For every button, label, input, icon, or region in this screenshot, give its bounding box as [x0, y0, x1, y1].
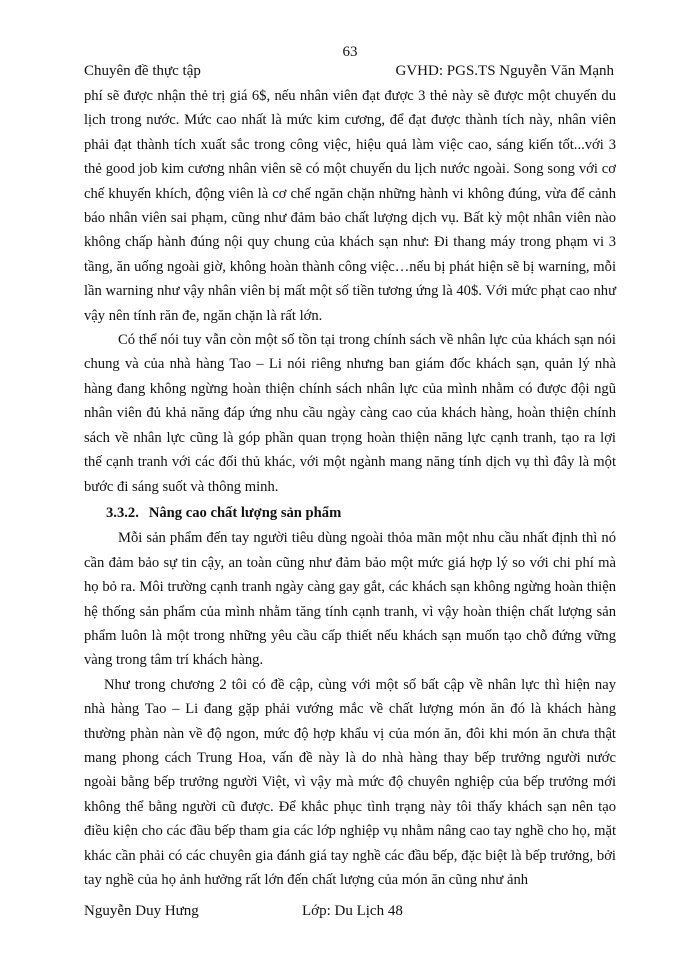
paragraph-product-intro: Mỗi sản phẩm đến tay người tiêu dùng ngoài thỏa mãn một nhu cầu nhất định thì nó cần đảm bảo sự tin cậy, an toàn cũng như đảm bảo một mức giá hợp lý so với chi phí mà họ bỏ ra. Môi trường cạnh tranh ngày càng gay gắt, các khách sạn không ngừng hoàn thiện hệ thống sản phẩm của mình nhằm tăng tính cạnh tranh, vì vậy hoàn thiện chất lượng sản phẩm luôn là một trong những yêu cầu cấp thiết nếu khách sạn muốn tạo chỗ đứng vững vàng trong tâm trí khách hàng. [84, 530, 616, 669]
paragraph-food-quality: Như trong chương 2 tôi có đề cập, cùng với một số bất cập về nhân lực thì hiện nay nhà hàng Tao – Li đang gặp phải vướng mắc về chất lượng món ăn đó là khách hàng thường phàn nàn về độ ngon, mức độ hợp khẩu vị của món ăn, đôi khi món ăn chưa thật mang phong cách Trung Hoa, vấn đề này là do nhà hàng thay bếp trưởng người nước ngoài bằng bếp trưởng người Việt, vì vậy mà mức độ chuyên nghiệp của bếp trưởng mới không thể bằng người cũ được. Để khắc phục tình trạng này tôi thấy khách sạn nên tạo điều kiện cho các đầu bếp tham gia các lớp nghiệp vụ nhằm nâng cao tay nghề cho họ, mặt khác cần phải có các chuyên gia đánh giá tay nghề các đầu bếp, đặc biệt là bếp trưởng, bởi tay nghề của họ ảnh hưởng rất lớn đến chất lượng của món ăn cũng như ảnh [84, 676, 616, 888]
page-header [84, 63, 614, 83]
paragraph-summary: Có thể nói tuy vẫn còn một số tồn tại trong chính sách về nhân lực của khách sạn nói chung và của nhà hàng Tao – Li nói riêng nhưng ban giám đốc khách sạn, quản lý nhà hàng đang không ngừng hoàn thiện chính sách nhân lực của mình nhằm có được đội ngũ nhân viên đủ khả năng đáp ứng nhu cầu ngày càng cao của khách hàng, hoàn thiện chính sách về nhân lực cũng là góp phần quan trọng hoàn thiện năng lực cạnh tranh, tạo ra lợi thế cạnh tranh với các đối thủ khác, với một ngành mang năng tính dịch vụ thì đây là một bước đi sáng suốt và thông minh. [84, 332, 616, 495]
page-number: 63 [342, 44, 358, 60]
paragraph-continuation: phí sẽ được nhận thẻ trị giá 6$, nếu nhân viên đạt được 3 thẻ này sẽ được một chuyến du lịch trong nước. Mức cao nhất là mức kim cương, để đạt được thành tích này, nhân viên phải đạt thành tích xuất sắc trong công việc, hiệu quả làm việc cao, sáng kiến tốt...với 3 thẻ good job kim cương nhân viên sẽ có một chuyến du lịch nước ngoài. Song song với cơ chế khuyến khích, động viên là cơ chế ngăn chặn những hành vi không đúng, vừa để cảnh báo nhân viên sai phạm, cũng như đảm bảo chất lượng dịch vụ. Bất kỳ một nhân viên nào không chấp hành đúng nội quy chung của khách sạn như: Đi thang máy trong phạm vi 3 tầng, ăn uống ngoài giờ, không hoàn thành công việc…nếu bị phát hiện sẽ bị warning, mỗi lần warning như vậy nhân viên bị mất một số tiền tương ứng là 40$. Với mức phạt cao như vậy nên tính răn đe, ngăn chặn là rất lớn. [84, 88, 616, 324]
header-document-type: Chuyên đề thực tập [84, 63, 201, 79]
footer-author: Nguyễn Duy Hưng [84, 903, 199, 919]
document-body [84, 84, 616, 892]
header-supervisor: GVHD: PGS.TS Nguyễn Văn Mạnh [395, 63, 614, 79]
section-title: Nâng cao chất lượng sản phẩm [148, 504, 342, 521]
section-heading [84, 501, 616, 525]
page-footer [84, 903, 616, 923]
footer-class: Lớp: Du Lịch 48 [302, 903, 403, 919]
section-number: 3.3.2. [106, 504, 139, 521]
